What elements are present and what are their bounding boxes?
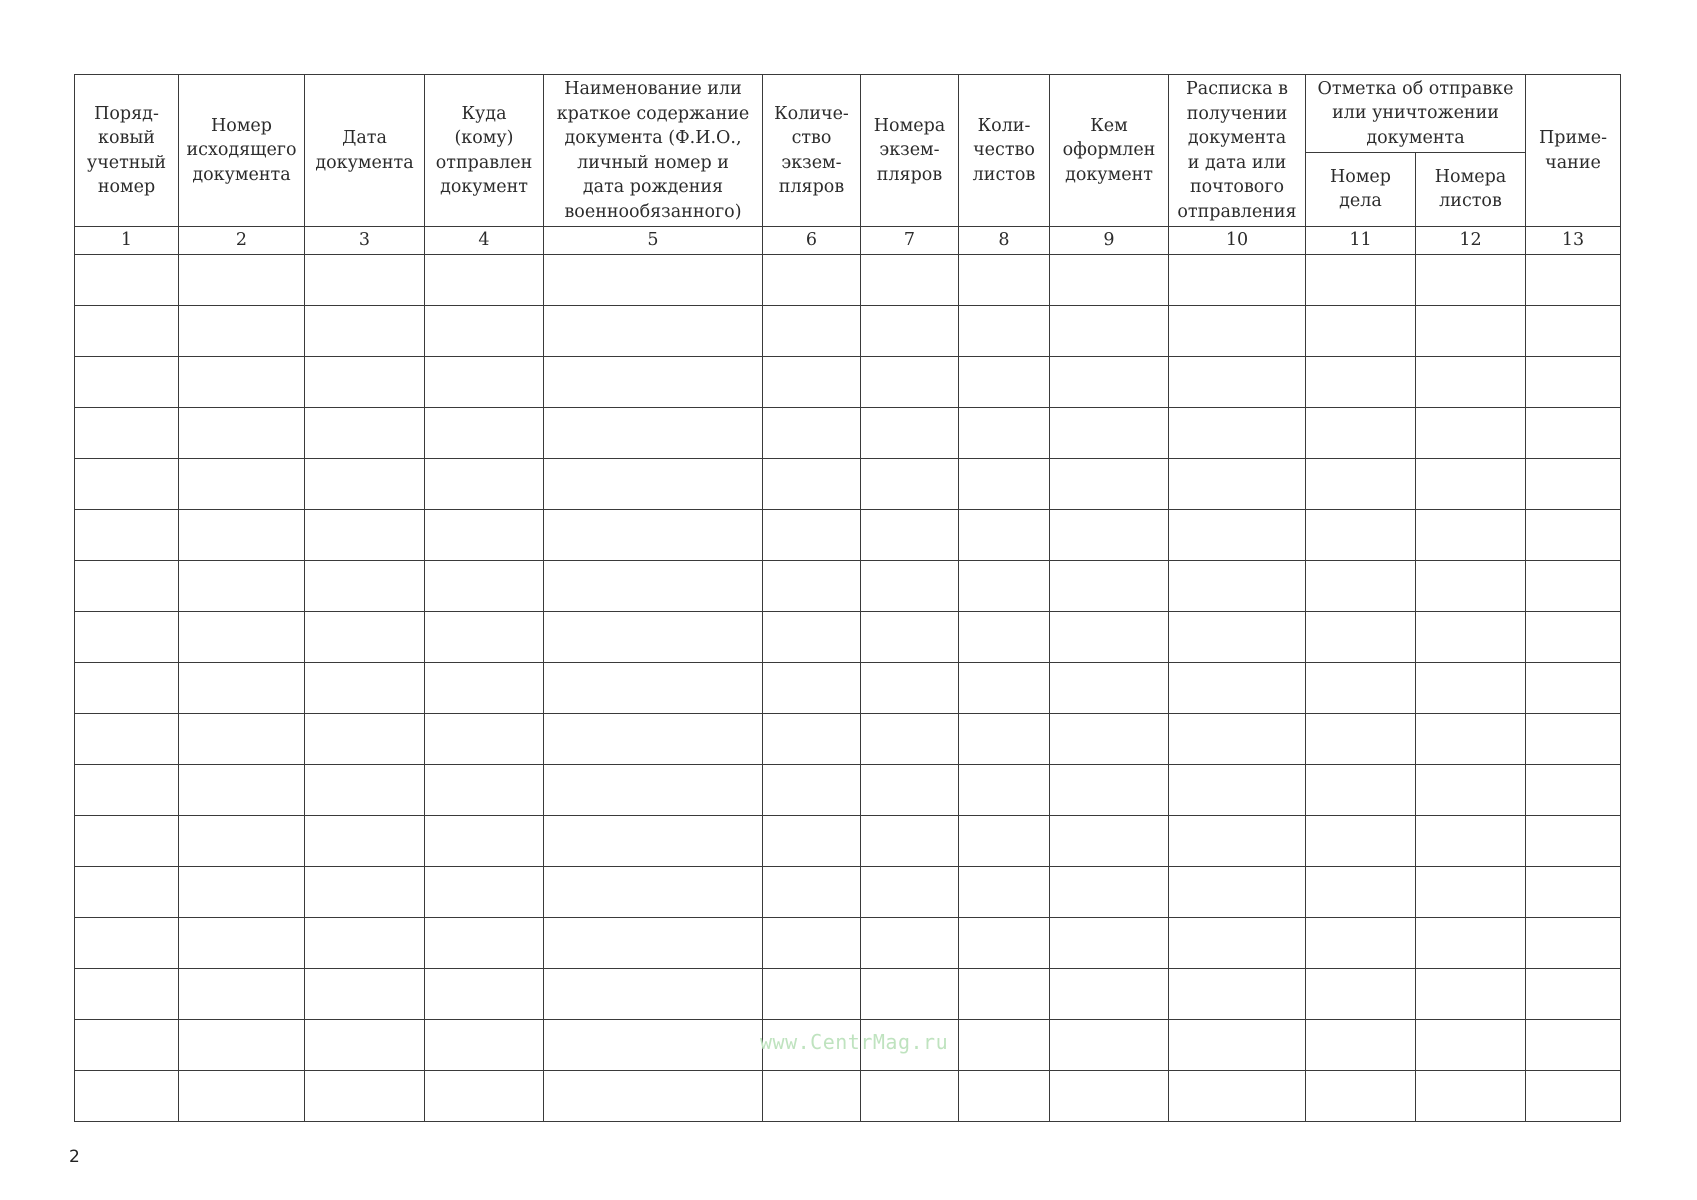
table-cell[interactable] xyxy=(544,969,763,1020)
table-cell[interactable] xyxy=(1526,612,1621,663)
table-cell[interactable] xyxy=(959,663,1050,714)
column-number: 8 xyxy=(959,227,1050,255)
table-cell[interactable] xyxy=(1306,357,1416,408)
table-cell[interactable] xyxy=(959,255,1050,306)
table-cell[interactable] xyxy=(959,408,1050,459)
table-cell[interactable] xyxy=(425,765,544,816)
table-cell[interactable] xyxy=(861,459,959,510)
table-cell[interactable] xyxy=(1526,1020,1621,1071)
table-cell[interactable] xyxy=(179,816,305,867)
table-cell[interactable] xyxy=(1526,663,1621,714)
table-cell[interactable] xyxy=(305,255,425,306)
table-cell[interactable] xyxy=(425,459,544,510)
table-cell[interactable] xyxy=(305,1020,425,1071)
page-number: 2 xyxy=(69,1147,80,1167)
column-number: 12 xyxy=(1416,227,1526,255)
table-cell[interactable] xyxy=(1416,612,1526,663)
table-cell[interactable] xyxy=(763,255,861,306)
table-cell[interactable] xyxy=(305,663,425,714)
table-row xyxy=(75,1071,1621,1122)
table-cell[interactable] xyxy=(305,510,425,561)
table-cell[interactable] xyxy=(1169,612,1306,663)
table-cell[interactable] xyxy=(1416,714,1526,765)
table-cell[interactable] xyxy=(305,969,425,1020)
table-cell[interactable] xyxy=(1050,816,1169,867)
table-row xyxy=(75,459,1621,510)
header-document-date: Дата документа xyxy=(305,75,425,227)
table-cell[interactable] xyxy=(1050,918,1169,969)
table-cell[interactable] xyxy=(1306,510,1416,561)
table-cell[interactable] xyxy=(1416,1071,1526,1122)
table-cell[interactable] xyxy=(1050,969,1169,1020)
table-cell[interactable] xyxy=(544,1071,763,1122)
table-cell[interactable] xyxy=(763,816,861,867)
column-number: 7 xyxy=(861,227,959,255)
header-destination: Куда (кому) отправлен документ xyxy=(425,75,544,227)
table-cell[interactable] xyxy=(1526,816,1621,867)
table-cell[interactable] xyxy=(861,510,959,561)
table-cell[interactable] xyxy=(959,459,1050,510)
header-document-title: Наименование или краткое содержание документа (Ф.И.О., личный номер и дата рождения военнообязанного) xyxy=(544,75,763,227)
table-cell[interactable] xyxy=(763,714,861,765)
ledger-body xyxy=(75,255,1621,1122)
table-cell[interactable] xyxy=(179,1071,305,1122)
table-cell[interactable] xyxy=(1306,561,1416,612)
table-cell[interactable] xyxy=(544,510,763,561)
table-cell[interactable] xyxy=(959,867,1050,918)
table-cell[interactable] xyxy=(861,612,959,663)
table-row xyxy=(75,918,1621,969)
table-cell[interactable] xyxy=(1416,867,1526,918)
table-cell[interactable] xyxy=(425,1020,544,1071)
table-cell[interactable] xyxy=(1050,612,1169,663)
table-cell[interactable] xyxy=(959,714,1050,765)
table-cell[interactable] xyxy=(425,408,544,459)
table-cell[interactable] xyxy=(75,765,179,816)
table-row xyxy=(75,765,1621,816)
table-row xyxy=(75,408,1621,459)
column-number: 5 xyxy=(544,227,763,255)
table-cell[interactable] xyxy=(75,357,179,408)
table-cell[interactable] xyxy=(544,867,763,918)
table-cell[interactable] xyxy=(305,765,425,816)
table-cell[interactable] xyxy=(861,918,959,969)
table-cell[interactable] xyxy=(305,612,425,663)
header-outgoing-number: Номер исходящего документа xyxy=(179,75,305,227)
table-cell[interactable] xyxy=(544,663,763,714)
table-cell[interactable] xyxy=(959,765,1050,816)
table-cell[interactable] xyxy=(1050,714,1169,765)
table-cell[interactable] xyxy=(861,1071,959,1122)
table-cell[interactable] xyxy=(179,561,305,612)
table-cell[interactable] xyxy=(179,918,305,969)
watermark: www.CentrMag.ru xyxy=(760,1030,949,1054)
table-cell[interactable] xyxy=(1526,561,1621,612)
table-cell[interactable] xyxy=(75,1020,179,1071)
table-cell[interactable] xyxy=(1416,765,1526,816)
table-cell[interactable] xyxy=(1050,510,1169,561)
table-row xyxy=(75,867,1621,918)
table-cell[interactable] xyxy=(179,663,305,714)
table-cell[interactable] xyxy=(179,255,305,306)
table-cell[interactable] xyxy=(861,306,959,357)
header-serial-number: Поряд- ковый учетный номер xyxy=(75,75,179,227)
table-cell[interactable] xyxy=(959,969,1050,1020)
table-cell[interactable] xyxy=(75,867,179,918)
table-cell[interactable] xyxy=(305,714,425,765)
table-cell[interactable] xyxy=(1526,969,1621,1020)
table-cell[interactable] xyxy=(1169,1071,1306,1122)
table-cell[interactable] xyxy=(1169,510,1306,561)
table-cell[interactable] xyxy=(959,357,1050,408)
column-number: 4 xyxy=(425,227,544,255)
table-cell[interactable] xyxy=(861,561,959,612)
table-cell[interactable] xyxy=(1050,663,1169,714)
table-cell[interactable] xyxy=(544,918,763,969)
table-cell[interactable] xyxy=(861,408,959,459)
table-cell[interactable] xyxy=(1306,918,1416,969)
table-cell[interactable] xyxy=(1306,663,1416,714)
table-cell[interactable] xyxy=(75,612,179,663)
table-cell[interactable] xyxy=(763,612,861,663)
table-cell[interactable] xyxy=(1169,918,1306,969)
table-cell[interactable] xyxy=(1169,255,1306,306)
table-cell[interactable] xyxy=(959,306,1050,357)
table-cell[interactable] xyxy=(1050,255,1169,306)
table-cell[interactable] xyxy=(1526,1071,1621,1122)
table-cell[interactable] xyxy=(1050,408,1169,459)
table-cell[interactable] xyxy=(1050,561,1169,612)
table-cell[interactable] xyxy=(1306,255,1416,306)
table-cell[interactable] xyxy=(1306,714,1416,765)
table-cell[interactable] xyxy=(959,816,1050,867)
table-cell[interactable] xyxy=(1306,765,1416,816)
table-cell[interactable] xyxy=(1526,357,1621,408)
table-cell[interactable] xyxy=(763,459,861,510)
table-cell[interactable] xyxy=(1169,561,1306,612)
table-cell[interactable] xyxy=(763,765,861,816)
table-cell[interactable] xyxy=(425,357,544,408)
table-cell[interactable] xyxy=(544,408,763,459)
table-cell[interactable] xyxy=(1169,357,1306,408)
table-cell[interactable] xyxy=(1306,867,1416,918)
table-cell[interactable] xyxy=(75,510,179,561)
table-row xyxy=(75,561,1621,612)
table-cell[interactable] xyxy=(75,969,179,1020)
ledger-table xyxy=(74,74,1621,1122)
table-cell[interactable] xyxy=(1306,408,1416,459)
table-cell[interactable] xyxy=(1306,459,1416,510)
table-row xyxy=(75,510,1621,561)
table-cell[interactable] xyxy=(959,918,1050,969)
table-cell[interactable] xyxy=(1306,306,1416,357)
table-cell[interactable] xyxy=(959,612,1050,663)
table-cell[interactable] xyxy=(425,969,544,1020)
column-number: 3 xyxy=(305,227,425,255)
table-cell[interactable] xyxy=(1416,663,1526,714)
header-sheet-numbers: Номера листов xyxy=(1416,152,1526,226)
table-cell[interactable] xyxy=(1050,306,1169,357)
header-note: Приме- чание xyxy=(1526,75,1621,227)
table-cell[interactable] xyxy=(179,969,305,1020)
table-cell[interactable] xyxy=(1416,969,1526,1020)
table-cell[interactable] xyxy=(75,714,179,765)
table-cell[interactable] xyxy=(959,510,1050,561)
table-cell[interactable] xyxy=(1416,306,1526,357)
table-cell[interactable] xyxy=(1526,255,1621,306)
column-number: 2 xyxy=(179,227,305,255)
table-cell[interactable] xyxy=(1306,1020,1416,1071)
table-cell[interactable] xyxy=(763,663,861,714)
table-cell[interactable] xyxy=(1526,408,1621,459)
table-cell[interactable] xyxy=(1050,765,1169,816)
table-cell[interactable] xyxy=(75,1071,179,1122)
table-cell[interactable] xyxy=(861,255,959,306)
table-cell[interactable] xyxy=(763,357,861,408)
table-row xyxy=(75,255,1621,306)
table-cell[interactable] xyxy=(544,357,763,408)
table-cell[interactable] xyxy=(179,1020,305,1071)
table-cell[interactable] xyxy=(1050,357,1169,408)
table-cell[interactable] xyxy=(861,714,959,765)
table-cell[interactable] xyxy=(179,357,305,408)
table-cell[interactable] xyxy=(179,765,305,816)
table-cell[interactable] xyxy=(959,561,1050,612)
table-cell[interactable] xyxy=(763,867,861,918)
table-cell[interactable] xyxy=(305,1071,425,1122)
table-cell[interactable] xyxy=(1416,255,1526,306)
table-cell[interactable] xyxy=(544,816,763,867)
header-sheets-count: Коли- чество листов xyxy=(959,75,1050,227)
table-cell[interactable] xyxy=(425,561,544,612)
table-cell[interactable] xyxy=(179,510,305,561)
table-cell[interactable] xyxy=(763,918,861,969)
table-cell[interactable] xyxy=(959,1020,1050,1071)
table-cell[interactable] xyxy=(763,306,861,357)
table-cell[interactable] xyxy=(1416,510,1526,561)
table-cell[interactable] xyxy=(179,714,305,765)
table-cell[interactable] xyxy=(425,612,544,663)
table-cell[interactable] xyxy=(425,510,544,561)
header-dispatch-group: Отметка об отправке или уничтожении документа xyxy=(1306,75,1526,153)
table-cell[interactable] xyxy=(305,867,425,918)
table-row xyxy=(75,714,1621,765)
table-cell[interactable] xyxy=(1050,1020,1169,1071)
table-cell[interactable] xyxy=(544,561,763,612)
table-cell[interactable] xyxy=(75,816,179,867)
table-cell[interactable] xyxy=(305,918,425,969)
table-row xyxy=(75,357,1621,408)
table-cell[interactable] xyxy=(75,255,179,306)
header-copy-numbers: Номера экзем- пляров xyxy=(861,75,959,227)
table-cell[interactable] xyxy=(305,816,425,867)
table-cell[interactable] xyxy=(425,918,544,969)
table-cell[interactable] xyxy=(179,867,305,918)
table-cell[interactable] xyxy=(1416,816,1526,867)
table-cell[interactable] xyxy=(1169,714,1306,765)
table-cell[interactable] xyxy=(425,816,544,867)
table-cell[interactable] xyxy=(305,357,425,408)
table-cell[interactable] xyxy=(1169,663,1306,714)
table-cell[interactable] xyxy=(305,459,425,510)
table-cell[interactable] xyxy=(1169,306,1306,357)
table-cell[interactable] xyxy=(425,1071,544,1122)
column-numbers-row xyxy=(75,227,1621,255)
table-cell[interactable] xyxy=(1306,816,1416,867)
column-number: 13 xyxy=(1526,227,1621,255)
table-cell[interactable] xyxy=(763,510,861,561)
table-cell[interactable] xyxy=(305,408,425,459)
table-cell[interactable] xyxy=(1169,867,1306,918)
table-cell[interactable] xyxy=(1050,459,1169,510)
header-receipt: Расписка в получении документа и дата или почтового отправления xyxy=(1169,75,1306,227)
table-cell[interactable] xyxy=(544,1020,763,1071)
table-cell[interactable] xyxy=(179,408,305,459)
table-cell[interactable] xyxy=(1416,357,1526,408)
table-cell[interactable] xyxy=(425,663,544,714)
header-copies-count: Количе- ство экзем- пляров xyxy=(763,75,861,227)
table-row xyxy=(75,612,1621,663)
table-cell[interactable] xyxy=(1306,969,1416,1020)
table-cell[interactable] xyxy=(861,357,959,408)
table-cell[interactable] xyxy=(179,459,305,510)
table-cell[interactable] xyxy=(75,561,179,612)
table-cell[interactable] xyxy=(75,663,179,714)
table-cell[interactable] xyxy=(75,408,179,459)
table-cell[interactable] xyxy=(861,867,959,918)
table-row xyxy=(75,663,1621,714)
table-cell[interactable] xyxy=(1526,867,1621,918)
table-cell[interactable] xyxy=(1416,1020,1526,1071)
table-cell[interactable] xyxy=(1416,459,1526,510)
table-cell[interactable] xyxy=(1169,408,1306,459)
table-cell[interactable] xyxy=(425,306,544,357)
table-cell[interactable] xyxy=(544,612,763,663)
table-cell[interactable] xyxy=(75,918,179,969)
table-cell[interactable] xyxy=(1526,459,1621,510)
table-cell[interactable] xyxy=(763,561,861,612)
column-number: 1 xyxy=(75,227,179,255)
table-cell[interactable] xyxy=(763,969,861,1020)
table-cell[interactable] xyxy=(544,459,763,510)
table-cell[interactable] xyxy=(763,1071,861,1122)
table-cell[interactable] xyxy=(75,459,179,510)
table-cell[interactable] xyxy=(425,255,544,306)
table-cell[interactable] xyxy=(544,255,763,306)
table-cell[interactable] xyxy=(1416,408,1526,459)
table-cell[interactable] xyxy=(1526,306,1621,357)
header-row xyxy=(75,75,1621,153)
column-number: 10 xyxy=(1169,227,1306,255)
table-cell[interactable] xyxy=(1050,1071,1169,1122)
table-cell[interactable] xyxy=(861,663,959,714)
table-cell[interactable] xyxy=(305,306,425,357)
table-cell[interactable] xyxy=(1169,459,1306,510)
header-prepared-by: Кем оформлен документ xyxy=(1050,75,1169,227)
table-cell[interactable] xyxy=(861,969,959,1020)
table-cell[interactable] xyxy=(1169,1020,1306,1071)
table-cell[interactable] xyxy=(1169,765,1306,816)
header-case-number: Номер дела xyxy=(1306,152,1416,226)
table-row xyxy=(75,306,1621,357)
table-cell[interactable] xyxy=(1526,918,1621,969)
table-cell[interactable] xyxy=(75,306,179,357)
table-cell[interactable] xyxy=(1416,918,1526,969)
table-cell[interactable] xyxy=(544,765,763,816)
table-cell[interactable] xyxy=(763,408,861,459)
table-row xyxy=(75,969,1621,1020)
table-cell[interactable] xyxy=(1526,510,1621,561)
table-cell[interactable] xyxy=(861,765,959,816)
table-cell[interactable] xyxy=(305,561,425,612)
table-cell[interactable] xyxy=(1169,816,1306,867)
table-cell[interactable] xyxy=(1306,612,1416,663)
table-row xyxy=(75,816,1621,867)
column-number: 6 xyxy=(763,227,861,255)
table-cell[interactable] xyxy=(544,306,763,357)
table-cell[interactable] xyxy=(425,867,544,918)
table-cell[interactable] xyxy=(861,816,959,867)
table-cell[interactable] xyxy=(425,714,544,765)
table-cell[interactable] xyxy=(1416,561,1526,612)
table-cell[interactable] xyxy=(1169,969,1306,1020)
table-cell[interactable] xyxy=(544,714,763,765)
table-cell[interactable] xyxy=(179,612,305,663)
column-number: 11 xyxy=(1306,227,1416,255)
column-number: 9 xyxy=(1050,227,1169,255)
table-cell[interactable] xyxy=(1050,867,1169,918)
table-cell[interactable] xyxy=(1526,714,1621,765)
table-cell[interactable] xyxy=(959,1071,1050,1122)
table-cell[interactable] xyxy=(1306,1071,1416,1122)
table-cell[interactable] xyxy=(179,306,305,357)
table-cell[interactable] xyxy=(1526,765,1621,816)
